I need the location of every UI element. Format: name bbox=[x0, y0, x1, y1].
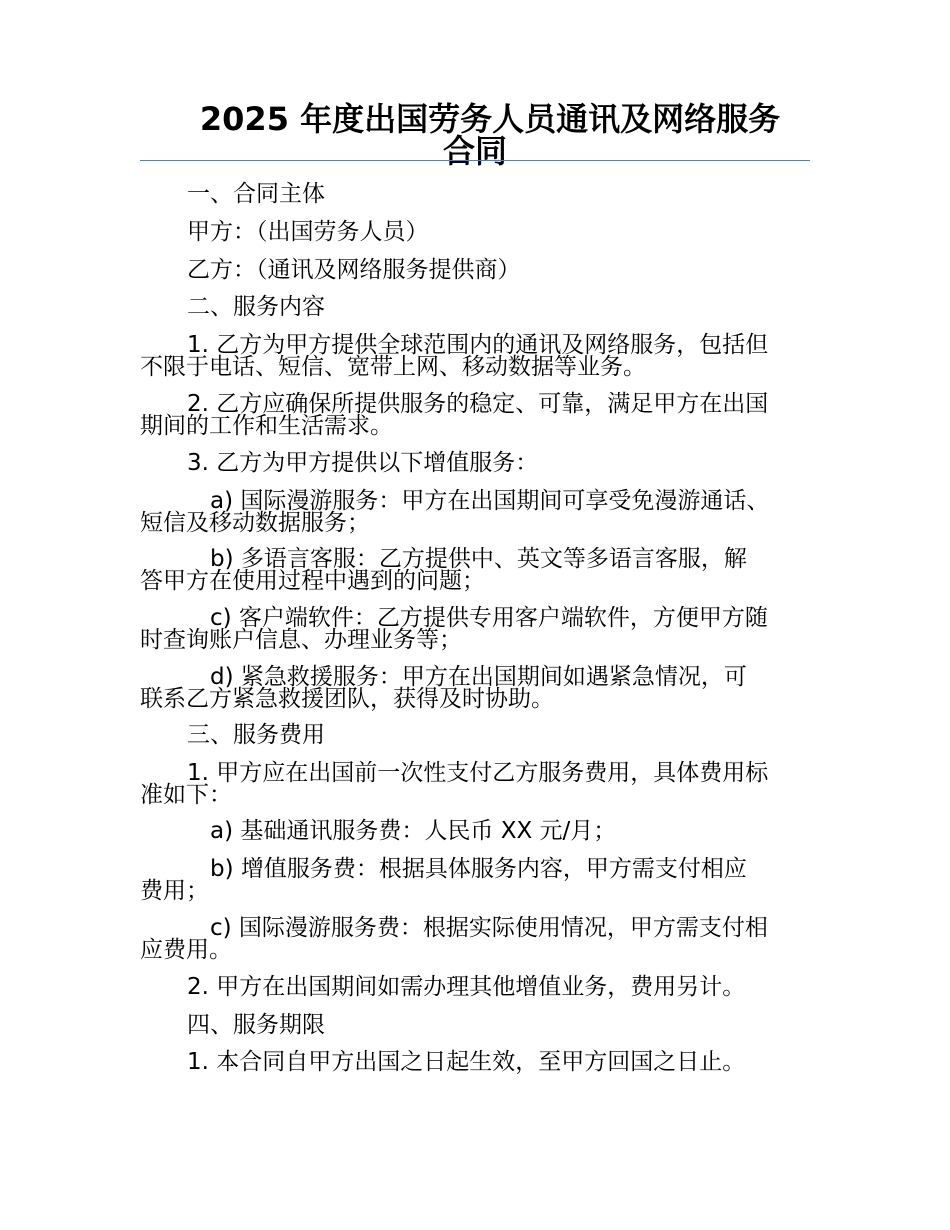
fee-clause-1 bbox=[140, 762, 812, 806]
party-a: 甲方：（出国劳务人员） bbox=[187, 219, 429, 245]
value-service-b bbox=[140, 548, 812, 592]
value-service-a bbox=[140, 490, 812, 534]
term-clause-1: 1. 本合同自甲方出国之日起生效，至甲方回国之日止。 bbox=[187, 1049, 746, 1075]
fee-item-b bbox=[140, 858, 812, 902]
clause-2-2 bbox=[140, 393, 812, 437]
fee-clause-2: 2. 甲方在出国期间如需办理其他增值业务，费用另计。 bbox=[187, 974, 746, 1000]
value-service-a-line-1: a) 国际漫游服务：甲方在出国期间可享受免漫游通话、 bbox=[210, 488, 770, 514]
section-heading-3: 三、服务费用 bbox=[187, 722, 325, 748]
value-service-a-line-2: 短信及移动数据服务； bbox=[140, 510, 370, 536]
value-service-b-line-1: b) 多语言客服：乙方提供中、英文等多语言客服，解 bbox=[210, 546, 747, 572]
document-title bbox=[140, 100, 810, 170]
title-line-1: 2025 年度出国劳务人员通讯及网络服务 bbox=[199, 100, 781, 138]
clause-2-1-line-2: 不限于电话、短信、宽带上网、移动数据等业务。 bbox=[140, 354, 646, 380]
clause-2-2-line-1: 2. 乙方应确保所提供服务的稳定、可靠，满足甲方在出国 bbox=[187, 391, 769, 417]
fee-item-c-line-1: c) 国际漫游服务费：根据实际使用情况，甲方需支付相 bbox=[210, 915, 768, 941]
value-service-d bbox=[140, 666, 812, 710]
section-heading-2: 二、服务内容 bbox=[187, 294, 325, 320]
section-heading-1: 一、合同主体 bbox=[187, 181, 325, 207]
title-divider bbox=[140, 160, 810, 161]
fee-item-b-line-2: 费用； bbox=[140, 878, 209, 904]
fee-item-c-line-2: 应费用。 bbox=[140, 937, 232, 963]
title-line-2: 合同 bbox=[442, 132, 507, 170]
value-service-b-line-2: 答甲方在使用过程中遇到的问题； bbox=[140, 568, 485, 594]
clause-2-2-line-2: 期间的工作和生活需求。 bbox=[140, 413, 393, 439]
clause-2-1 bbox=[140, 334, 812, 378]
value-service-c bbox=[140, 607, 812, 651]
clause-2-3: 3. 乙方为甲方提供以下增值服务： bbox=[187, 450, 539, 476]
fee-item-c bbox=[140, 917, 812, 961]
party-b: 乙方：（通讯及网络服务提供商） bbox=[187, 257, 521, 283]
section-heading-4: 四、服务期限 bbox=[187, 1012, 325, 1038]
clause-2-1-line-1: 1. 乙方为甲方提供全球范围内的通讯及网络服务，包括但 bbox=[187, 332, 769, 358]
value-service-d-line-1: d) 紧急救援服务：甲方在出国期间如遇紧急情况，可 bbox=[210, 664, 747, 690]
value-service-c-line-1: c) 客户端软件：乙方提供专用客户端软件，方便甲方随 bbox=[210, 605, 768, 631]
fee-clause-1-line-2: 准如下： bbox=[140, 782, 232, 808]
value-service-c-line-2: 时查询账户信息、办理业务等； bbox=[140, 627, 462, 653]
fee-item-b-line-1: b) 增值服务费：根据具体服务内容，甲方需支付相应 bbox=[210, 856, 747, 882]
fee-clause-1-line-1: 1. 甲方应在出国前一次性支付乙方服务费用，具体费用标 bbox=[187, 760, 769, 786]
fee-item-a: a) 基础通讯服务费：人民币 XX 元/月； bbox=[210, 818, 617, 844]
value-service-d-line-2: 联系乙方紧急救援团队，获得及时协助。 bbox=[140, 686, 554, 712]
